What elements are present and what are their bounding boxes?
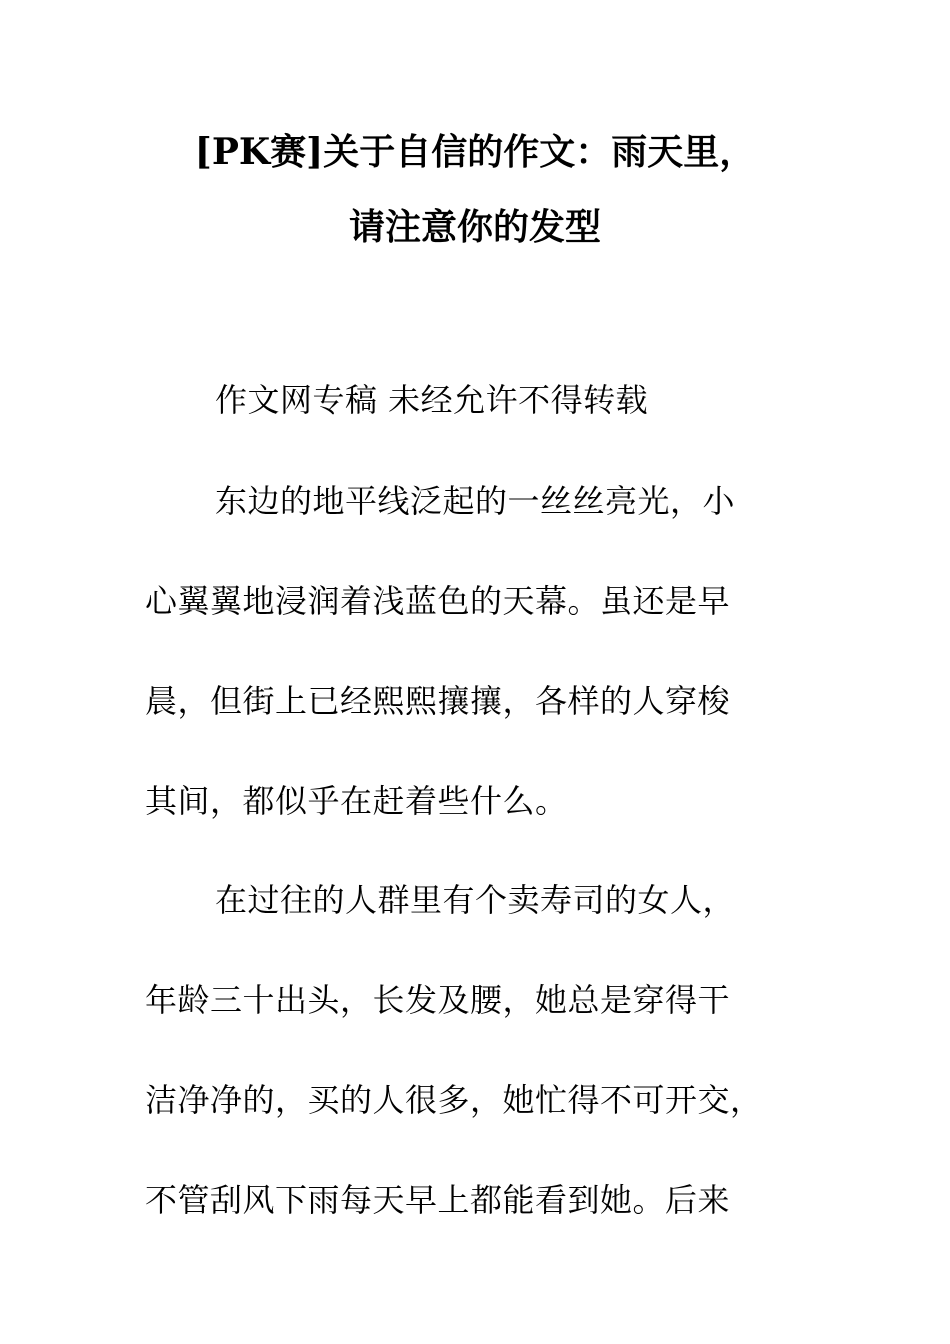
- body-line: 晨，但街上已经熙熙攘攘，各样的人穿梭: [145, 682, 731, 720]
- body-line: 在过往的人群里有个卖寿司的女人，: [215, 881, 736, 919]
- body-line: 心翼翼地浸润着浅蓝色的天幕。虽还是早: [145, 582, 731, 620]
- body-line: 年龄三十出头，长发及腰，她总是穿得干: [145, 981, 731, 1019]
- document-title-line-2: 请注意你的发型: [348, 206, 601, 248]
- body-line: 东边的地平线泛起的一丝丝亮光，小: [215, 482, 736, 520]
- copyright-notice: 作文网专稿 未经允许不得转载: [215, 381, 649, 419]
- body-line: 不管刮风下雨每天早上都能看到她。后来: [145, 1181, 731, 1219]
- body-line: 洁净净的，买的人很多，她忙得不可开交，: [145, 1081, 763, 1119]
- body-line: 其间，都似乎在赶着些什么。: [145, 782, 568, 820]
- document-title-line-1: [PK赛]关于自信的作文：雨天里，: [194, 131, 756, 173]
